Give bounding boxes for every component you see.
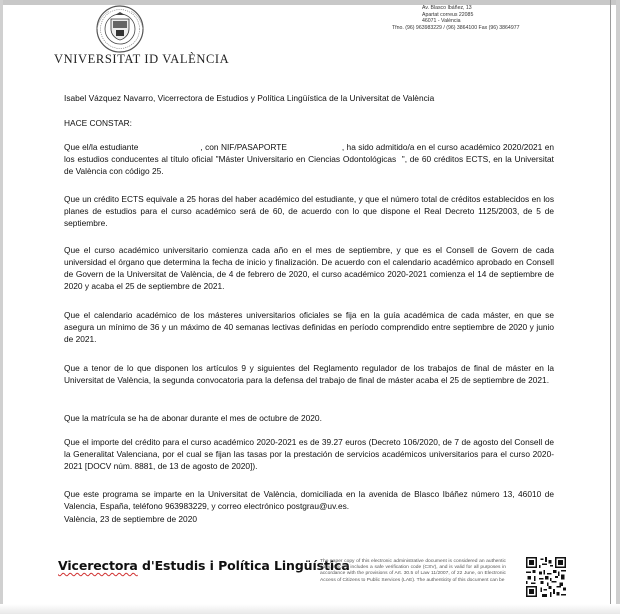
hace-constar-heading <box>64 117 554 129</box>
paragraph-text: Que este programa se imparte en la Universitat de València, domiciliada en la avenida de Blasco Ibáñez número 13, 46010 de Valencia, España, teléfono 963983229, y correo electrónico postgrau@uv.es. <box>64 489 554 511</box>
paragraph-location <box>64 488 554 512</box>
university-address <box>392 5 592 31</box>
paragraph-text: Que a tenor de lo que disponen los artículos 9 y siguientes del Reglamento regulador de los trabajos de final de máster en la Universitat de València, la segunda convocatoria para la defensa del trabajo de final de máster acaba el 25 de septiembre de 2021. <box>64 363 554 385</box>
date-line <box>64 513 554 525</box>
signatory-title-rest: d'Estudis i Política Lingüística <box>137 558 350 573</box>
signatory-title <box>58 558 350 573</box>
paragraph-text: Que la matrícula se ha de abonar durante el mes de octubre de 2020. <box>64 413 322 423</box>
window-left-border <box>0 0 3 614</box>
window-right-border <box>616 0 620 614</box>
paragraph-credit-price <box>64 436 554 472</box>
page-edge-line <box>610 0 611 614</box>
paragraph-master-calendar <box>64 309 554 345</box>
qr-code-icon <box>526 557 566 597</box>
paragraph-admission <box>64 141 557 177</box>
university-name: VNIVERSITAT ID VALÈNCIA <box>54 52 230 66</box>
intro-text: Isabel Vázquez Navarro, Vicerrectora de Estudios y Política Lingüística de la Universitat de València <box>64 93 435 103</box>
address-line: 46071 - València <box>422 18 461 25</box>
page-bottom-shadow <box>0 604 620 614</box>
signatory-title-word: Vicerectora <box>58 558 138 573</box>
paragraph-text: Que el/la estudiante , con NIF/PASAPORTE , ha sido admitido/a en el curso académico 2020/2021 en los estudios conducentes al título oficial "Máster Universitario en Ciencias Odontológicas ", de 60 créditos ECTS, en la Universitat de València con código 25. <box>64 142 557 176</box>
paragraph-calendar <box>64 244 554 292</box>
phone-fax-line: Tfno. (96) 963983229 / (96) 3864100 Fax (96) 3864977 <box>392 24 520 31</box>
csv-verification-note: The paper copy of this electronic administrative document is considered an authentic copy, since it includes a safe verification code (CSV), and is valid for all purposes in accordance with the provisions of Art. 30.5 of Law 11/2007, of 22 June, on Electronic Access of Citizens to Public Services (LAE). The authenticity of this document can be <box>320 559 506 583</box>
paragraph-text: Que el importe del crédito para el curso académico 2020-2021 es de 39.27 euros (Decreto 106/2020, de 7 de agosto del Consell de la Generalitat Valenciana, por el cual se fijan las tasas por la prestación de servicios académicos universitarios para el curso 2020-2021 [DOCV núm. 8881, de 13 de agosto de 2020]). <box>64 437 554 471</box>
date-text: València, 23 de septiembre de 2020 <box>64 514 197 524</box>
paragraph-enrolment <box>64 412 554 424</box>
address-line: Apartat correus 22085 <box>422 11 474 18</box>
university-seal-icon <box>91 4 149 54</box>
hace-constar-text: HACE CONSTAR: <box>64 118 132 128</box>
paragraph-text: Que el calendario académico de los másteres universitarios oficiales se fija en la guía académica de cada máster, en que se asegura un mínimo de 36 y un máximo de 40 semanas lectivas definidas en período comprendido entre septiembre de 2020 y junio de 2021. <box>64 310 554 344</box>
paragraph-ects <box>64 193 554 229</box>
address-line: Av. Blasco Ibáñez, 13 <box>422 5 472 11</box>
paragraph-text: Que el curso académico universitario comienza cada año en el mes de septiembre, y que es el Consell de Govern de cada universidad el órgano que determina la fecha de inicio y finalización. De acuerdo con el calendario académico aprobado en Consell de Govern de la Universitat de València, de 4 de febrero de 2020, el curso académico 2020-2021 comienza el 14 de septiembre de 2020 y acaba el 25 de septiembre de 2021. <box>64 245 554 291</box>
paragraph-text: Que un crédito ECTS equivale a 25 horas del haber académico del estudiante, y que el número total de créditos establecidos en los planes de estudios para el curso académico será de 60, de acuerdo con lo que dispone el Real Decreto 1125/2003, de 5 de septiembre. <box>64 194 554 228</box>
paragraph-final-project <box>64 362 554 386</box>
intro-paragraph <box>64 92 554 104</box>
